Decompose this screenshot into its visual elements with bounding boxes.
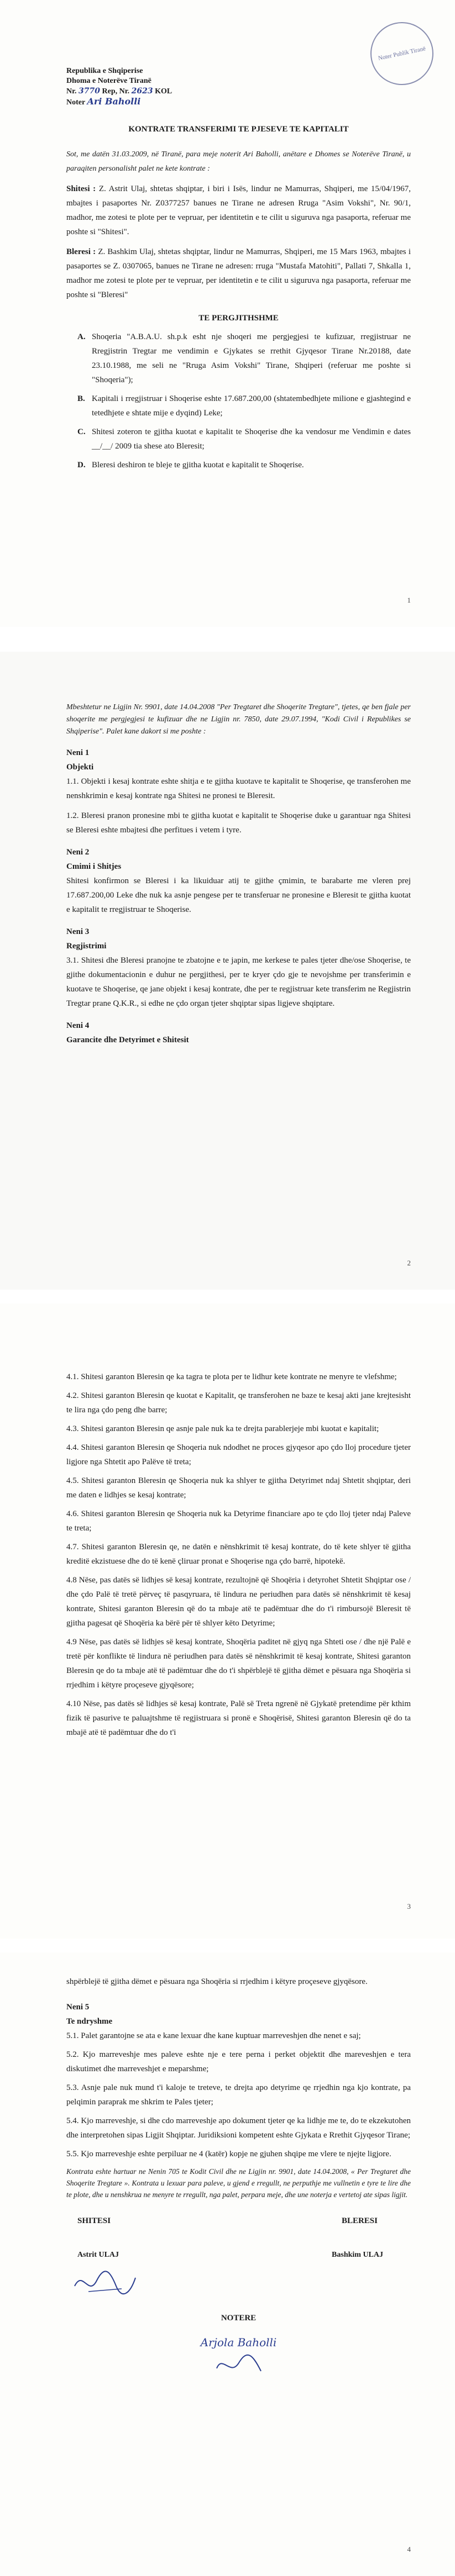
page-number: 4	[407, 2545, 411, 2553]
page-1-content	[66, 66, 411, 477]
notary-signature: Arjola Baholli	[200, 2336, 277, 2349]
header-notary: Noter Ari Baholli	[66, 96, 141, 107]
article-paragraph: 4.1. Shitesi garanton Bleresin qe ka tagra te plota per te lidhur kete kontrate ne menyre te vlefshme;	[66, 1373, 397, 1381]
article-paragraph: 4.9 Nëse, pas datës së lidhjes së kesaj kontrate, Shoqëria paditet në gjyq nga Shteti ose / dhe një Palë e tretë për konflikte të lindura në periudhen para datës së nënshkrimit të kesaj kontrate, Shitesi garanton Bleresin qe do ta mbaje atë të padëmtuar dhe do t'i shpërblejë të gjitha dëmet e pësuara nga Shoqëria si rrjedhim i këtyre proçeseve gjyqësore;	[66, 1638, 411, 1690]
page-number: 3	[407, 1902, 411, 1910]
article-paragraph: 4.4. Shitesi garanton Bleresin qe Shoqeria nuk ndodhet ne proces gjyqesor apo çdo lloj procedure tjeter ligjore nga Shtetit apo Palëve të treta;	[66, 1443, 411, 1466]
notary-stamp: Noter Publik Tiranë	[364, 16, 439, 91]
list-item: B. Kapitali i rregjistruar i Shoqerise eshte 17.687.200,00 (shtatembedhjete milione e gjashtegind e tetedhjete e shtate mije e dyqind) Leke;	[77, 394, 411, 418]
page-4	[0, 1952, 455, 2576]
article-paragraph: 4.7. Shitesi garanton Bleresin qe, ne datën e nënshkrimit të kesaj kontrate, do të kete shlyer të gjitha kreditë ekzistuese dhe do të kenë çliruar pronat e Shoqerise nga çdo barrë, hipotekë.	[66, 1543, 411, 1566]
article-paragraph: 3.1. Shitesi dhe Bleresi pranojne te zbatojne e te japin, me kerkese te pales tjeter dhe/ose Shoqerise, te gjithe dokumentacionin e duhur ne pergjithesi, per te kryer çdo gje te nevojshme per transferimin e kuotave te Shoqerise, qe jane objekt i kesaj kontrate, dhe per te regjistruar kete transferim ne Regjistrin Tregtar prane Q.K.R., si edhe ne çdo organ tjeter shqiptar sipas ligjeve shqiptare.	[66, 956, 411, 1008]
contract-title: KONTRATE TRANSFERIMI TE PJESEVE TE KAPITALIT	[128, 125, 349, 134]
header-rep-value: 2623	[131, 87, 153, 96]
header-nr-value: 3770	[79, 87, 101, 96]
header-notary-signature: Ari Baholli	[87, 96, 141, 107]
article-paragraph: 5.4. Kjo marreveshje, si dhe cdo marreveshje apo dokument tjeter qe ka lidhje me te, do te ekzekutohen dhe interpretohen sipas Ligjit Shqiptar. Juridiksioni kompetent eshte Gjykata e Rrethit Gjyqesor Tirane;	[66, 2116, 411, 2140]
intro-paragraph: Sot, me datën 31.03.2009, në Tiranë, para meje noterit Ari Baholli, anëtare e Dhomes se Noterëve Tiranë, u paraqiten personalisht palet ne kete kontrate :	[66, 150, 411, 173]
list-item: A. Shoqeria "A.B.A.U. sh.p.k esht nje shoqeri me pergjegjesi te kufizuar, rregjistruar ne Rregjistrin Tregtar me vendimin e Gjykates se rrethit Gjyqesor Tirane Nr.20188, date 23.10.1988, me seli ne "Rruga Asim Vokshi" Tirane, Shqiperi (referuar me poshte si "Shoqeria");	[77, 332, 411, 384]
article-paragraph: 4.5. Shitesi garanton Bleresin qe Shoqeria nuk ka shlyer te gjitha Detyrimet ndaj Shtetit shqiptar, deri me daten e lidhjes se kesaj kontrate;	[66, 1476, 411, 1500]
article-3-subheading: Regjistrimi	[66, 942, 107, 951]
article-1-heading: Neni 1	[66, 748, 90, 757]
page-number: 1	[407, 596, 411, 604]
buyer-name: Bashkim ULAJ	[332, 2251, 383, 2259]
article-5-heading: Neni 5	[66, 2003, 90, 2012]
article-4-subheading: Garancite dhe Detyrimet e Shitesit	[66, 1036, 189, 1044]
page-3	[0, 1303, 455, 1939]
article-paragraph: 5.2. Kjo marreveshje mes paleve eshte nje e tere perna i perket objektit dhe mareveshjen e tera diskutimet dhe marreveshjet e meparshme;	[66, 2050, 411, 2073]
notary-signature-mark	[214, 2352, 264, 2379]
seller-signature	[72, 2267, 138, 2300]
article-paragraph: 4.10 Nëse, pas datës së lidhjes së kesaj kontrate, Palë së Treta ngrenë në Gjykatë pretendime për kthim fizik të pasurive te paluajtshme të regjistruara si pronë e Shoqërisë, Shitesi garanton Bleresin që do ta mbajë atë të padëmtuar dhe do t'i	[66, 1699, 411, 1737]
article-5-subheading: Te ndryshme	[66, 2017, 113, 2026]
signature-roles	[66, 2214, 411, 2228]
article-paragraph: 5.3. Asnje pale nuk mund t'i kaloje te treteve, te drejta apo detyrime qe rrjedhin nga kjo kontrate, pa pelqimin paraprak me shkrim te Pales tjeter;	[66, 2083, 411, 2107]
page-number: 2	[407, 1259, 411, 1267]
header-block	[66, 66, 411, 108]
article-3-heading: Neni 3	[66, 927, 90, 936]
article-paragraph: 5.5. Kjo marreveshje eshte perpiluar ne 4 (katër) kopje ne gjuhen shqipe me vlere te njejte ligjore.	[66, 2150, 391, 2158]
page-1	[0, 0, 455, 627]
legal-basis-paragraph: Mbeshtetur ne Ligjin Nr. 9901, date 14.04.2008 "Per Tregtaret dhe Shoqerite Tregtare", tjetes, qe ben fjale per shoqerite me pergjegjesi te kufizuar dhe ne Ligjin nr. 7850, date 29.07.1994, "Kodi Civil i Republikes se Shqiperise". Palet kane dakort si me poshte :	[66, 703, 411, 736]
buyer-role: BLERESI	[341, 2216, 378, 2225]
article-paragraph: Shitesi konfirmon se Bleresi i ka likuiduar atij te gjithe çmimin, te barabarte me vleren prej 17.687.200,00 Leke dhe nuk ka asnje pengese per te transferuar ne pronesine e Bleresit te gjitha kuotat e kapitalit te rregjistruar te Shoqerise.	[66, 877, 411, 914]
continuation-paragraph: shpërblejë të gjitha dëmet e pësuara nga Shoqëria si rrjedhim i këtyre proçeseve gjyqësore.	[66, 1977, 368, 1986]
article-paragraph: 4.8 Nëse, pas datës së lidhjes së kesaj kontrate, rezultojnë që Shoqëria i detyrohet Shtetit Shqiptar ose / dhe çdo Palë të tretë përveç të pasqyruara, të lindura ne periudhen para datës së nënshkrimit të kesaj kontrate, Shitesi garanton Bleresin që do ta mbaje atë te padëmtuar dhe do t'i rimbursojë Bleresit të gjitha pagesat që Shoqëria ka bërë për të shlyer këto Detyrime;	[66, 1576, 411, 1628]
seller-role: SHITESI	[77, 2216, 111, 2225]
header-republic: Republika e Shqiperise	[66, 67, 143, 75]
section-general-title: TE PERGJITHSHME	[198, 314, 279, 323]
page-2-content	[66, 701, 411, 1047]
closing-paragraph: Kontrata eshte hartuar ne Nenin 705 te Kodit Civil dhe ne Ligjin nr. 9901, date 14.04.2008, « Per Tregtaret dhe Shoqerite Tregtare ». Kontrata u lexuar para paleve, u gjend e rregullt, ne perputhje me vullnetin e tyre te lire dhe te plote, dhe u nenshkrua ne menyre te rregullt, nga palet, perpara meje, dhe une noterja e vertetoj ate sipas ligjit.	[66, 2167, 411, 2199]
article-paragraph: 4.3. Shitesi garanton Bleresin qe asnje pale nuk ka te drejta parablerjeje mbi kuotat e kapitalit;	[66, 1424, 379, 1433]
page-3-content	[66, 1370, 411, 1744]
article-paragraph: 4.2. Shitesi garanton Bleresin qe kuotat e Kapitalit, qe transferohen ne baze te kesaj akti jane krejtesisht te lira nga çdo peng dhe barre;	[66, 1391, 411, 1414]
article-paragraph: 4.6. Shitesi garanton Bleresin qe Shoqeria nuk ka Detyrime financiare apo te çdo lloj tjeter ndaj Paleve te treta;	[66, 1509, 411, 1533]
buyer-paragraph: Bleresi : Z. Bashkim Ulaj, shtetas shqiptar, lindur ne Mamurras, Shqiperi, me 15 Mars 1963, mbajtes i pasaportes se Z. 0307065, banues ne Tirane ne adresen: rruga "Mustafa Matohiti", Pallati 7, Shkalla 1, madhor me zotesi te plote per te vepruar, per identitetin e te cilit u siguruva nga pasaporta, referuar me poshte si "Bleresi"	[66, 247, 411, 299]
page-4-content	[66, 1975, 411, 2379]
notary-role: NOTERE	[221, 2314, 257, 2322]
seller-name: Astrit ULAJ	[77, 2251, 119, 2259]
article-1-subheading: Objekti	[66, 763, 94, 772]
article-paragraph: 1.1. Objekti i kesaj kontrate eshte shitja e te gjitha kuotave te kapitalit te Shoqerise, qe transferohen me nenshkrimin e kesaj kontrate nga Shitesi ne pronesi te Bleresit.	[66, 777, 411, 800]
article-paragraph: 5.1. Palet garantojne se ata e kane lexuar dhe kane kuptuar marreveshjen dhe nenet e saj;	[66, 2031, 361, 2040]
article-2-heading: Neni 2	[66, 848, 90, 857]
list-item: C. Shitesi zoteron te gjitha kuotat e kapitalit te Shoqerise dhe ka vendosur me Vendimin e dates __/__/ 2009 tia shese ato Bleresit;	[77, 427, 411, 451]
article-4-heading: Neni 4	[66, 1021, 90, 1030]
header-numbers: Nr. 3770 Rep, Nr. 2623 KOL	[66, 87, 172, 96]
article-paragraph: 1.2. Bleresi pranon pronesine mbi te gjitha kuotat e kapitalit te Shoqerise duke u garantuar nga Shitesi se Bleresi eshte mbajtesi dhe perfitues i vetem i tyre.	[66, 811, 411, 835]
page-2	[0, 652, 455, 1290]
list-item: D. Bleresi deshiron te bleje te gjitha kuotat e kapitalit te Shoqerise.	[77, 461, 304, 469]
general-list	[66, 330, 411, 472]
signature-names	[66, 2248, 411, 2262]
header-chamber: Dhoma e Noterëve Tiranë	[66, 77, 151, 85]
article-2-subheading: Cmimi i Shitjes	[66, 862, 122, 871]
seller-paragraph: Shitesi : Z. Astrit Ulaj, shtetas shqiptar, i biri i Isës, lindur ne Mamurras, Shqiperi, me 15/04/1967, mbajtes i pasaportes Nr. Z0377257 banues ne Tirane ne adresen Rruga "Asim Vokshi", Nr. 90/1, madhor, me zotesi te plote per te vepruar, per identitetin e te cilit u siguruva nga pasaporta, referuar me poshte si "Shitesi".	[66, 184, 411, 236]
